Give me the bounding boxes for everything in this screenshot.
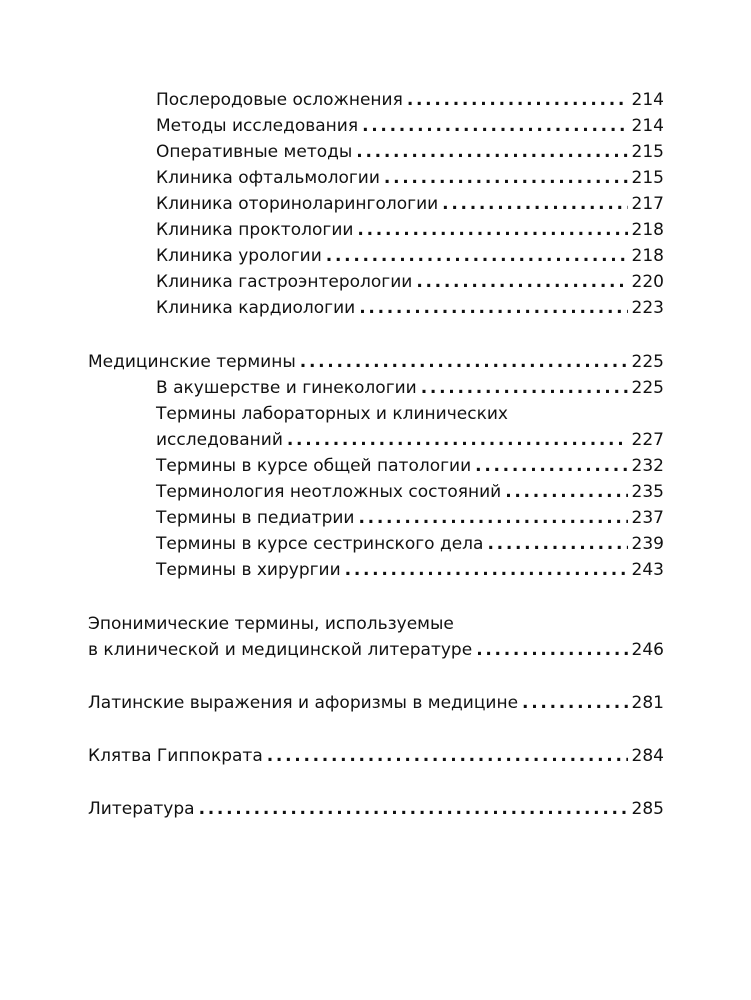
toc-entry-title: Клиника кардиологии: [156, 298, 356, 318]
toc-entry-title: Термины в хирургии: [156, 560, 341, 580]
toc-section-title-line1: Эпонимические термины, используемые: [88, 614, 454, 634]
toc-entry-page: 235: [631, 482, 664, 502]
toc-entry-page: 214: [631, 116, 664, 136]
toc-entry-title: В акушерстве и гинекологии: [156, 378, 417, 398]
toc-entry-page: 215: [631, 168, 664, 188]
leader-dots: [487, 531, 627, 557]
leader-dots: [522, 690, 628, 716]
toc-section: [88, 637, 664, 663]
toc-entry-title: Клиника урологии: [156, 246, 322, 266]
leader-dots: [416, 269, 627, 295]
toc-entry-title: Клиника оториноларингологии: [156, 194, 439, 214]
leader-dots: [421, 375, 628, 401]
toc-section: [88, 743, 664, 769]
leader-dots: [407, 87, 628, 113]
toc-entry: [156, 191, 664, 217]
toc-section-title: в клинической и медицинской литературе: [88, 640, 473, 660]
toc-entry-title: Клиника офтальмологии: [156, 168, 380, 188]
toc-entry-title: Клиника проктологии: [156, 220, 354, 240]
toc-section-title: Латинские выражения и афоризмы в медицине: [88, 693, 519, 713]
toc-entry: [156, 453, 664, 479]
toc-section: [88, 349, 664, 375]
toc-entry-title: Оперативные методы: [156, 142, 353, 162]
toc-entry: [156, 113, 664, 139]
toc-entry: [156, 479, 664, 505]
leader-dots: [384, 165, 628, 191]
toc-section-title: Литература: [88, 799, 195, 819]
toc-entry: [156, 243, 664, 269]
toc-entry: [156, 165, 664, 191]
toc-entry-page: 217: [631, 194, 664, 214]
toc-section-page: 284: [631, 746, 664, 766]
leader-dots: [505, 479, 627, 505]
toc-section-title: Клятва Гиппократа: [88, 746, 263, 766]
leader-dots: [359, 295, 627, 321]
toc-entry-page: 239: [631, 534, 664, 554]
leader-dots: [345, 557, 628, 583]
toc-entry-title: исследований: [156, 430, 283, 450]
toc-entry-page: 215: [631, 142, 664, 162]
toc-entry-title: Термины в курсе общей патологии: [156, 456, 472, 476]
toc-entry-page: 237: [631, 508, 664, 528]
leader-dots: [356, 139, 627, 165]
toc-section: [88, 690, 664, 716]
leader-dots: [300, 349, 628, 375]
toc-entry-title: Терминология неотложных состояний: [156, 482, 502, 502]
toc-entry: [156, 87, 664, 113]
leader-dots: [358, 505, 627, 531]
toc-section-page: 281: [631, 693, 664, 713]
toc-entry-title: Клиника гастроэнтерологии: [156, 272, 413, 292]
toc-section-page: 246: [631, 640, 664, 660]
toc-entry-page: 232: [631, 456, 664, 476]
toc-entry-page: 243: [631, 560, 664, 580]
toc-entry: [156, 427, 664, 453]
toc-entry-title: Термины в курсе сестринского дела: [156, 534, 484, 554]
toc-entry-title: Термины в педиатрии: [156, 508, 355, 528]
leader-dots: [362, 113, 627, 139]
toc-entry: [156, 531, 664, 557]
toc-section-page: 225: [631, 352, 664, 372]
toc-entry-page: 227: [631, 430, 664, 450]
leader-dots: [475, 453, 627, 479]
toc-entry-title: Методы исследования: [156, 116, 359, 136]
toc-entry-page: 218: [631, 220, 664, 240]
toc-section-title: Медицинские термины: [88, 352, 296, 372]
toc-entry-page: 220: [631, 272, 664, 292]
leader-dots: [476, 637, 627, 663]
leader-dots: [287, 427, 628, 453]
toc-entry: [156, 139, 664, 165]
toc-entry: [156, 505, 664, 531]
toc-section-line1: [88, 611, 664, 637]
toc-entry: [156, 217, 664, 243]
toc-entry-page: 223: [631, 298, 664, 318]
toc-entry-page: 214: [631, 90, 664, 110]
toc-entry: [156, 375, 664, 401]
leader-dots: [326, 243, 628, 269]
leader-dots: [267, 743, 628, 769]
toc-entry-title: Послеродовые осложнения: [156, 90, 403, 110]
leader-dots: [357, 217, 627, 243]
leader-dots: [442, 191, 627, 217]
toc-entry-line1: [156, 401, 664, 427]
toc-entry: [156, 269, 664, 295]
toc-section: [88, 796, 664, 822]
toc-entry-title-line1: Термины лабораторных и клинических: [156, 404, 508, 424]
leader-dots: [199, 796, 628, 822]
toc-entry: [156, 295, 664, 321]
toc-entry: [156, 557, 664, 583]
toc-entry-page: 225: [631, 378, 664, 398]
toc-entry-page: 218: [631, 246, 664, 266]
toc-section-page: 285: [631, 799, 664, 819]
